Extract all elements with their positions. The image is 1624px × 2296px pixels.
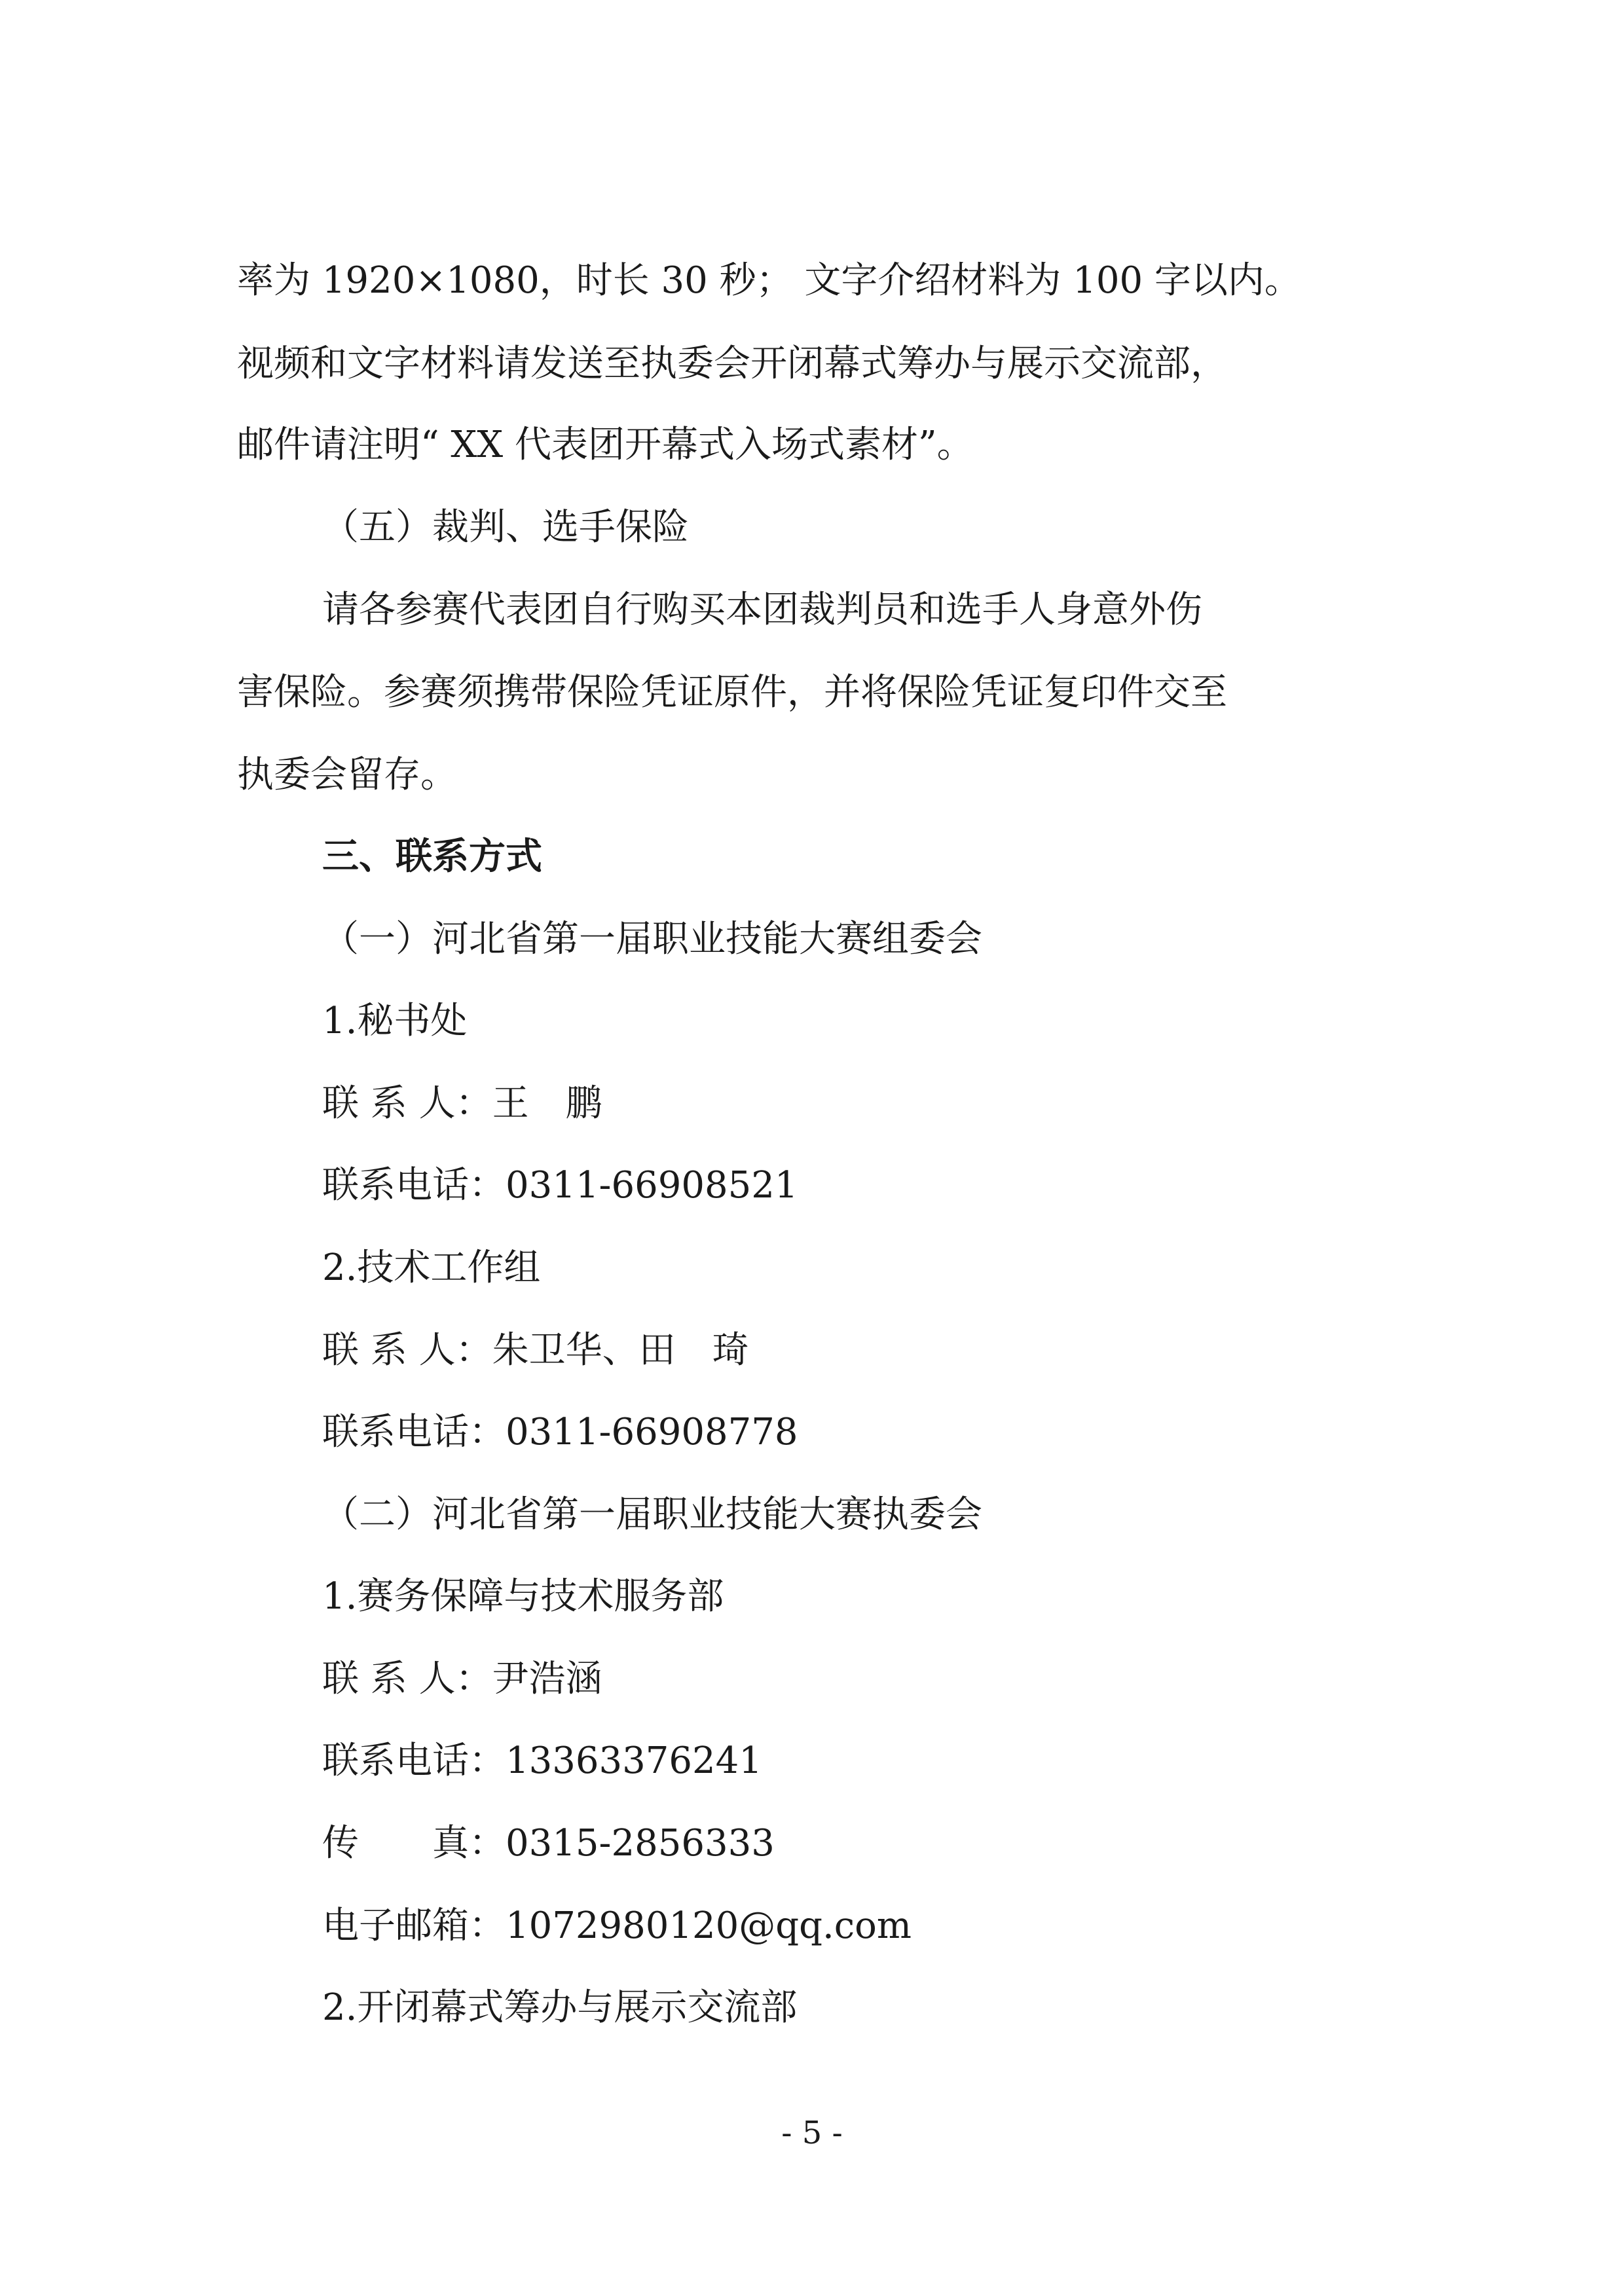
contact-person: 联 系 人：尹浩涵 xyxy=(322,1658,602,1700)
department-name: 1.秘书处 xyxy=(322,1000,468,1042)
contact-person: 联 系 人：王 鹏 xyxy=(322,1082,602,1125)
body-text-line: 率为 1920×1080，时长 30 秒； 文字介绍材料为 100 字以内。 xyxy=(237,259,1301,302)
body-text-line: 邮件请注明“ XX 代表团开幕式入场式素材”。 xyxy=(237,424,974,466)
contact-fax: 传 真：0315-2856333 xyxy=(322,1822,775,1865)
contact-person: 联 系 人：朱卫华、田 琦 xyxy=(322,1329,749,1372)
department-name: 2.开闭幕式筹办与展示交流部 xyxy=(322,1986,798,2029)
body-text-line: 害保险。参赛须携带保险凭证原件，并将保险凭证复印件交至 xyxy=(237,671,1227,714)
page-number: - 5 - xyxy=(781,2115,843,2151)
department-name: 1.赛务保障与技术服务部 xyxy=(322,1575,724,1618)
org-title: （二）河北省第一届职业技能大赛执委会 xyxy=(322,1493,982,1536)
contact-heading: 三、联系方式 xyxy=(322,835,542,878)
contact-phone: 联系电话：0311-66908521 xyxy=(322,1164,798,1207)
org-title: （一）河北省第一届职业技能大赛组委会 xyxy=(322,918,982,960)
body-text-line: 执委会留存。 xyxy=(237,754,457,796)
body-text-line: 视频和文字材料请发送至执委会开闭幕式筹办与展示交流部， xyxy=(237,342,1227,385)
contact-email: 电子邮箱：1072980120@qq.com xyxy=(322,1904,912,1947)
section-heading: （五）裁判、选手保险 xyxy=(322,506,689,549)
department-name: 2.技术工作组 xyxy=(322,1247,541,1289)
contact-phone: 联系电话：0311-66908778 xyxy=(322,1411,798,1453)
contact-phone: 联系电话：13363376241 xyxy=(322,1740,762,1782)
body-text-line: 请各参赛代表团自行购买本团裁判员和选手人身意外伤 xyxy=(322,589,1202,631)
